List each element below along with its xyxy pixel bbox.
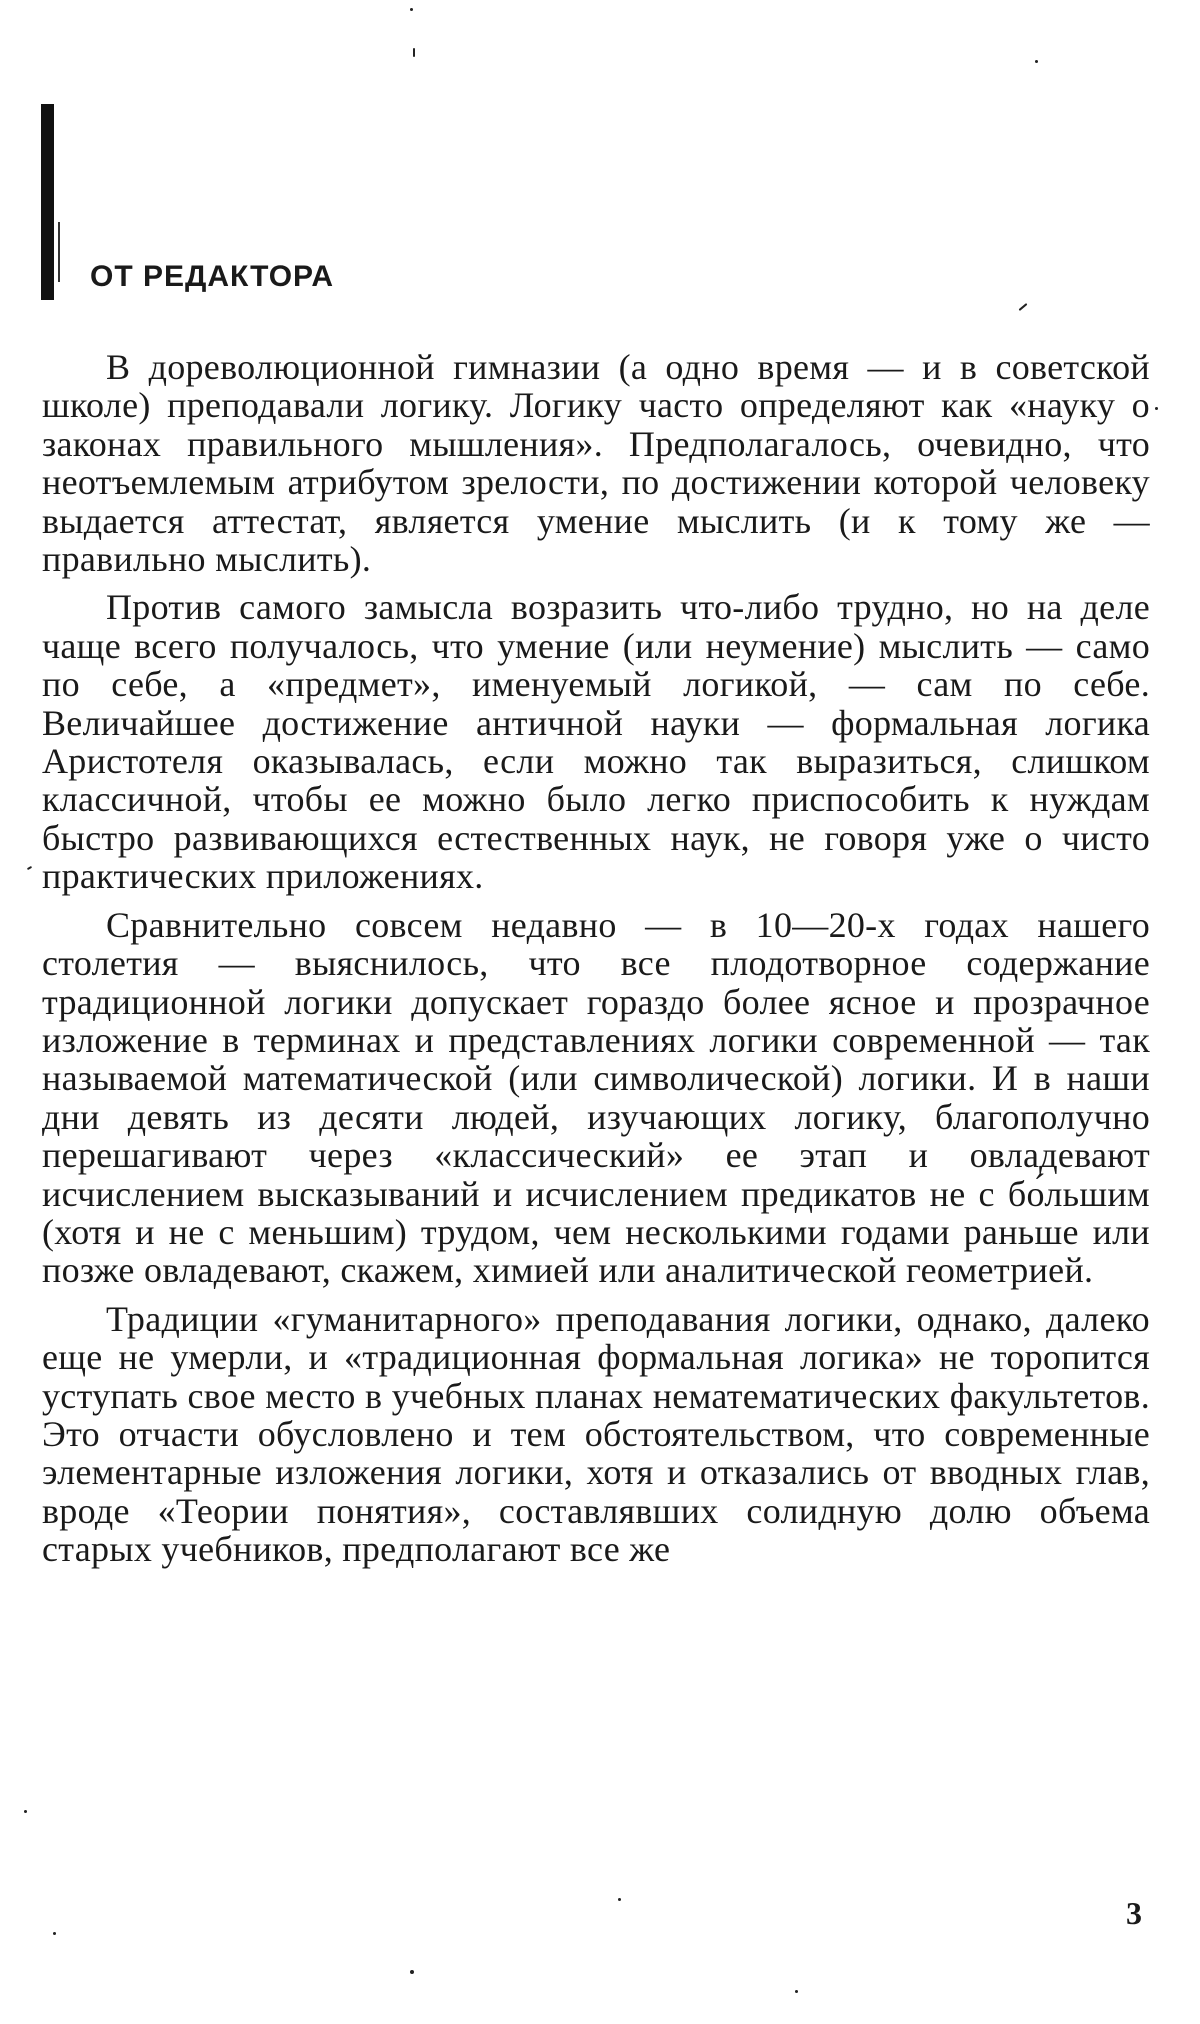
paragraph: Против самого замысла возразить что-либо трудно, но на деле чаще всего получалось, что умение (или неумение) мыслить — само по себе, а «предмет», именуемый логикой, — сам по себе. Величайшее достижение античной науки — формальная логика Аристотеля оказывалась, если можно так выразиться, слишком классичной, чтобы ее можно было легко приспособить к нуждам быстро развивающихся естественных наук, не говоря уже о чисто практических приложениях. — [42, 587, 1150, 897]
scan-speck — [24, 1810, 27, 1813]
scan-speck — [27, 866, 32, 870]
chapter-marker-bar — [41, 104, 54, 300]
scan-speck — [1035, 60, 1038, 63]
section-heading: ОТ РЕДАКТОРА — [90, 260, 335, 293]
paragraph: Сравнительно совсем недавно — в 10—20-х годах нашего столетия — выяснилось, что все плодотворное содержание традиционной логики допускает гораздо более ясное и прозрачное изложение в терминах и представлениях логики современной — так называемой математической (или символической) логики. И в наши дни девять из десяти людей, изучающих логику, благополучно перешагивают через «классический» ее этап и овладевают исчислением высказываний и исчислением предикатов не с бо́льшим (хотя и не с меньшим) трудом, чем несколькими годами раньше или позже овладевают, скажем, химией или аналитической геометрией. — [42, 904, 1150, 1291]
scan-speck — [53, 1932, 56, 1935]
scan-speck — [410, 8, 413, 11]
body-text — [42, 348, 1150, 1569]
paragraph: Традиции «гуманитарного» преподавания логики, однако, далеко еще не умерли, и «традиционная формальная логика» не торопится уступать свое место в учебных планах нематематических факультетов. Это отчасти обусловлено и тем обстоятельством, что современные элементарные изложения логики, хотя и отказались от вводных глав, вроде «Теории понятия», составлявших солидную долю объема старых учебников, предполагают все же — [42, 1298, 1150, 1570]
scan-speck — [413, 48, 415, 57]
scan-speck — [1019, 303, 1028, 311]
scan-speck — [1155, 407, 1158, 410]
paragraph: В дореволюционной гимназии (а одно время — и в советской школе) преподавали логику. Логику часто определяют как «науку о законах правильного мышления». Предполагалось, очевидно, что неотъемлемым атрибутом зрелости, по достижении которой человеку выдается аттестат, является умение мыслить (и к тому же — правильно мыслить). — [42, 347, 1150, 580]
scan-speck — [795, 1990, 798, 1993]
page-number: 3 — [1126, 1895, 1142, 1931]
scan-speck — [618, 1898, 621, 1901]
scan-speck — [410, 1970, 414, 1974]
